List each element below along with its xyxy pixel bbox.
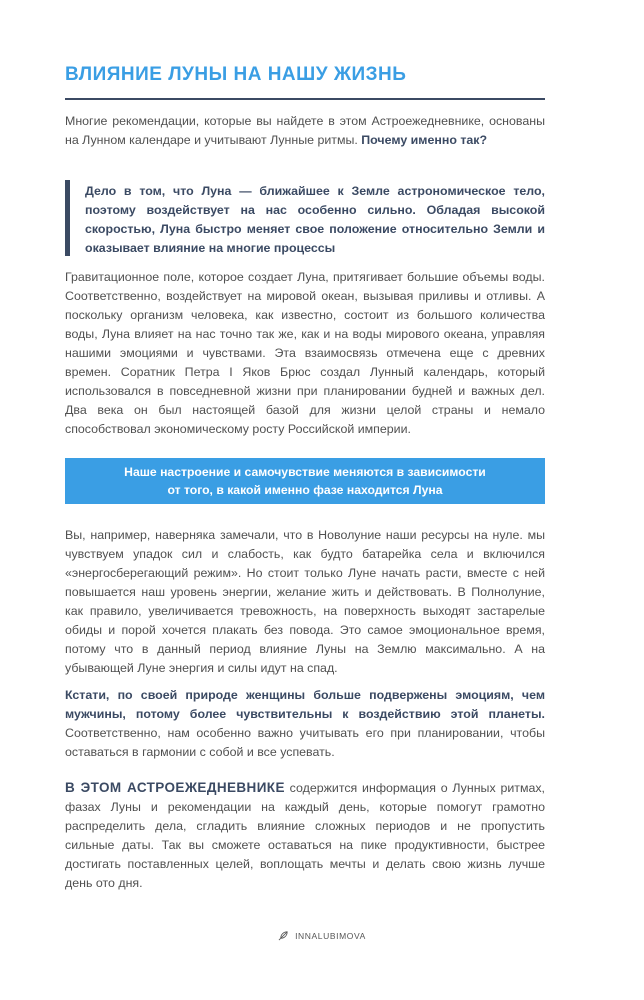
women-text: Соответственно, нам особенно важно учитывать его при планировании, чтобы оставаться в гармонии с собой и все успевать.: [65, 726, 545, 759]
pull-quote: [65, 180, 545, 256]
footer: [0, 930, 644, 941]
highlight-banner: [65, 458, 545, 504]
women-paragraph: [65, 686, 545, 762]
quote-text: Дело в том, что Луна — ближайшее к Земле астрономическое тело, поэтому воздействует на нас особенно сильно. Обладая высокой скоростью, Луна быстро меняет свое положение относительно Земли и оказывает влияние на многие процессы: [85, 184, 545, 255]
women-bold-text: Кстати, по своей природе женщины больше подвержены эмоциям, чем мужчины, потому более чувствительны к воздействию этой планеты.: [65, 688, 545, 721]
intro-paragraph: [65, 112, 545, 150]
footer-brand: INNALUBIMOVA: [295, 930, 366, 941]
banner-text: [95, 463, 515, 499]
diary-text: содержится информация о Лунных ритмах, фазах Луны и рекомендации на каждый день, которые помогут грамотно распределить дела, сгладить влияние сложных периодов и не пропустить сильные даты. Так вы сможете оставаться на пике продуктивности, быстрее достигать поставленных целей, воплощать мечты и делать свою жизнь лучше день ото дня.: [65, 781, 545, 890]
page-title: ВЛИЯНИЕ ЛУНЫ НА НАШУ ЖИЗНЬ: [65, 64, 407, 85]
intro-question: Почему именно так?: [361, 133, 488, 147]
quote-bar: [65, 180, 70, 256]
intro-text: Многие рекомендации, которые вы найдете в этом Астроежедневнике, основаны на Лунном календаре и учитывают Лунные ритмы.: [65, 114, 545, 147]
banner-line-1: Наше настроение и самочувствие меняются в зависимости: [124, 465, 486, 479]
gravity-paragraph: Гравитационное поле, которое создает Луна, притягивает большие объемы воды. Соответственно, воздействует на мировой океан, вызывая приливы и отливы. А поскольку организм человека, как известно, состоит из большого количества воды, Луна влияет на нас точно так же, как и на воды мирового океана, управляя нашими эмоциями и чувствами. Эта взаимосвязь отмечена еще с древних времен. Соратник Петра I Яков Брюс создал Лунный календарь, который использовался в повседневной жизни при планировании будней и важных дел. Два века он был настоящей базой для жизни целой страны и немало способствовал экономическому росту Российской империи.: [65, 270, 545, 436]
diary-lead: В ЭТОМ АСТРОЕЖЕДНЕВНИКЕ: [65, 780, 285, 795]
title-underline: [65, 98, 545, 100]
banner-line-2: от того, в какой именно фазе находится Луна: [167, 483, 443, 497]
diary-paragraph: [65, 778, 545, 893]
feather-icon: [278, 930, 289, 941]
newmoon-paragraph: Вы, например, наверняка замечали, что в Новолуние наши ресурсы на нуле. мы чувствуем упадок сил и слабость, как будто батарейка села и включился «энергосберегающий режим». Но стоит только Луне начать расти, вместе с ней повышается наш уровень энергии, желание жить и действовать. В Полнолуние, как правило, увеличивается тревожность, на поверхность выходят застарелые обиды и порой хочется плакать без повода. Это самое эмоциональное время, потому что в данный период влияние Луны на Землю максимально. А на убывающей Луне энергия и силы идут на спад.: [65, 528, 545, 675]
